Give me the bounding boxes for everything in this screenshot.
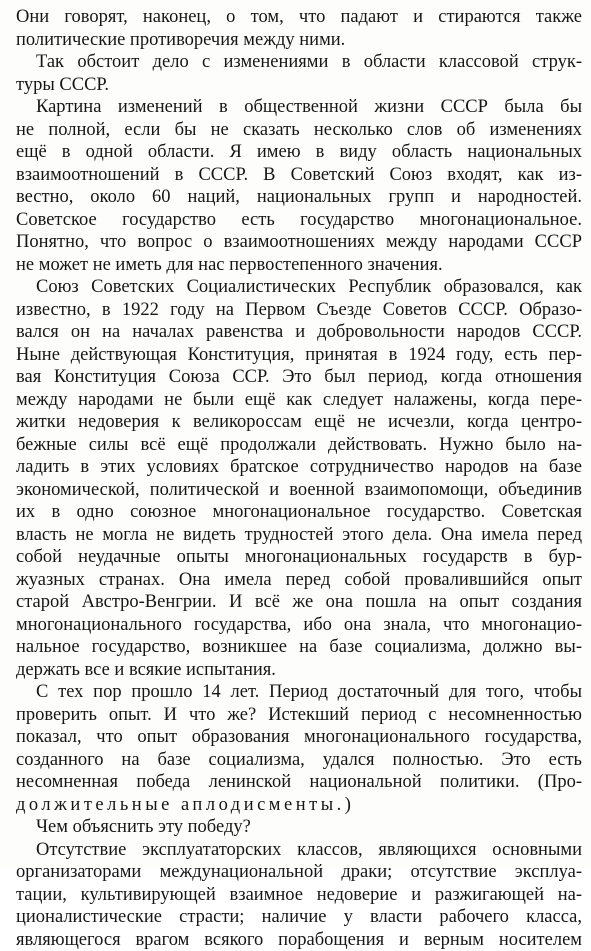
text-line: Союз Советских Социалистических Республик образовался, как (16, 276, 582, 299)
text-line: Чем объяснить эту победу? (16, 816, 582, 839)
text-line: экономической, политической и военной взаимопомощи, объединив (16, 479, 582, 502)
text-line: вался он на началах равенства и добровольности народов СССР. (16, 321, 582, 344)
text-line: многонационального государства, ибо она знала, что многонацио- (16, 614, 582, 637)
text-line: Понятно, что вопрос о взаимоотношениях между народами СССР (16, 231, 582, 254)
text-line: Они говорят, наконец, о том, что падают и стираются также (16, 6, 582, 29)
body-text (16, 6, 582, 951)
text-line: взаимоотношений в СССР. В Советский Союз входят, как из- (16, 164, 582, 187)
text-line: вая Конституция Союза ССР. Это был период, когда отношения (16, 366, 582, 389)
text-line: проверить опыт. И что же? Истекший период с несомненностью (16, 704, 582, 727)
text-line: между народами не были ещё как следует налажены, когда пере- (16, 389, 582, 412)
text-line: собой неудачные опыты многонациональных государств в бур- (16, 546, 582, 569)
text-line: власть не могла не видеть трудностей этого дела. Она имела перед (16, 524, 582, 547)
text-line: известно, в 1922 году на Первом Съезде Советов СССР. Образо- (16, 299, 582, 322)
text-line: ционалистические страсти; наличие у власти рабочего класса, (16, 906, 582, 929)
text-line: Отсутствие эксплуататорских классов, являющихся основными (16, 839, 582, 862)
text-line: Картина изменений в общественной жизни СССР была бы (16, 96, 582, 119)
text-line: политические противоречия между ними. (16, 29, 582, 52)
text-line: Советское государство есть государство многонациональное. (16, 209, 582, 232)
text-line: держать все и всякие испытания. (16, 659, 582, 682)
text-line: тации, культивирующей взаимное недоверие и разжигающей на- (16, 884, 582, 907)
text-line: бежные силы всё ещё продолжали действовать. Нужно было на- (16, 434, 582, 457)
text-line: вестно, около 60 наций, национальных групп и народностей. (16, 186, 582, 209)
text-line: С тех пор прошло 14 лет. Период достаточный для того, чтобы (16, 681, 582, 704)
text-line: нальное государство, возникшее на базе социализма, должно вы- (16, 636, 582, 659)
text-line: не полной, если бы не сказать несколько слов об изменениях (16, 119, 582, 142)
text-line: старой Австро-Венгрии. И всё же она пошла на опыт создания (16, 591, 582, 614)
text-line: ещё в одной области. Я имею в виду область национальных (16, 141, 582, 164)
text-line: должительные аплодисменты.) (16, 794, 582, 817)
text-line: являющегося врагом всякого порабощения и верным носителем (16, 929, 582, 951)
text-line: Ныне действующая Конституция, принятая в 1924 году, есть пер- (16, 344, 582, 367)
text-line: несомненная победа ленинской национальной политики. (Про- (16, 771, 582, 794)
text-line: созданного на базе социализма, удался полностью. Это есть (16, 749, 582, 772)
text-line: туры СССР. (16, 74, 582, 97)
text-line: ладить в этих условиях братское сотрудничество народов на базе (16, 456, 582, 479)
text-line: жуазных странах. Она имела перед собой провалившийся опыт (16, 569, 582, 592)
text-line: организаторами междунациональной драки; отсутствие эксплуа- (16, 861, 582, 884)
text-line: житки недоверия к великороссам ещё не исчезли, когда центро- (16, 411, 582, 434)
text-line: их в одно союзное многонациональное государство. Советская (16, 501, 582, 524)
text-line: не может не иметь для нас первостепенного значения. (16, 254, 582, 277)
text-line: Так обстоит дело с изменениями в области классовой струк- (16, 51, 582, 74)
text-line: показал, что опыт образования многонационального государства, (16, 726, 582, 749)
